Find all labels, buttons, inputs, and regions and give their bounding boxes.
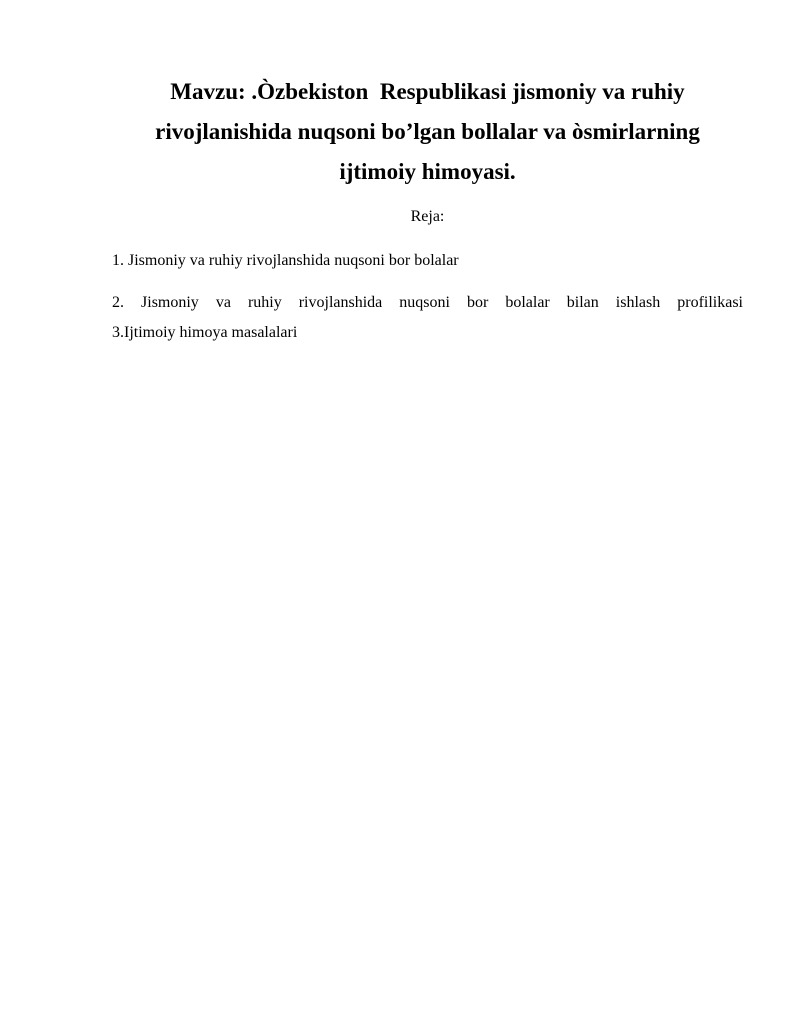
title-line-3: ijtimoiy himoyasi. bbox=[339, 159, 516, 184]
plan-item-2: 2. Jismoniy va ruhiy rivojlanshida nuqsoni bor bolalar bilan ishlash profilikasi bbox=[112, 294, 743, 311]
plan-item-3: 3.Ijtimoiy himoya masalalari bbox=[112, 324, 298, 341]
plan-item-1: 1. Jismoniy va ruhiy rivojlanshida nuqsoni bor bolalar bbox=[112, 252, 459, 269]
title-line-2: rivojlanishida nuqsoni bo’lgan bollalar va òsmirlarning bbox=[155, 119, 700, 144]
plan-heading: Reja: bbox=[410, 208, 445, 225]
title-line-1: Mavzu: .Òzbekiston Respublikasi jismoniy va ruhiy bbox=[170, 79, 685, 104]
document-title bbox=[112, 72, 743, 192]
